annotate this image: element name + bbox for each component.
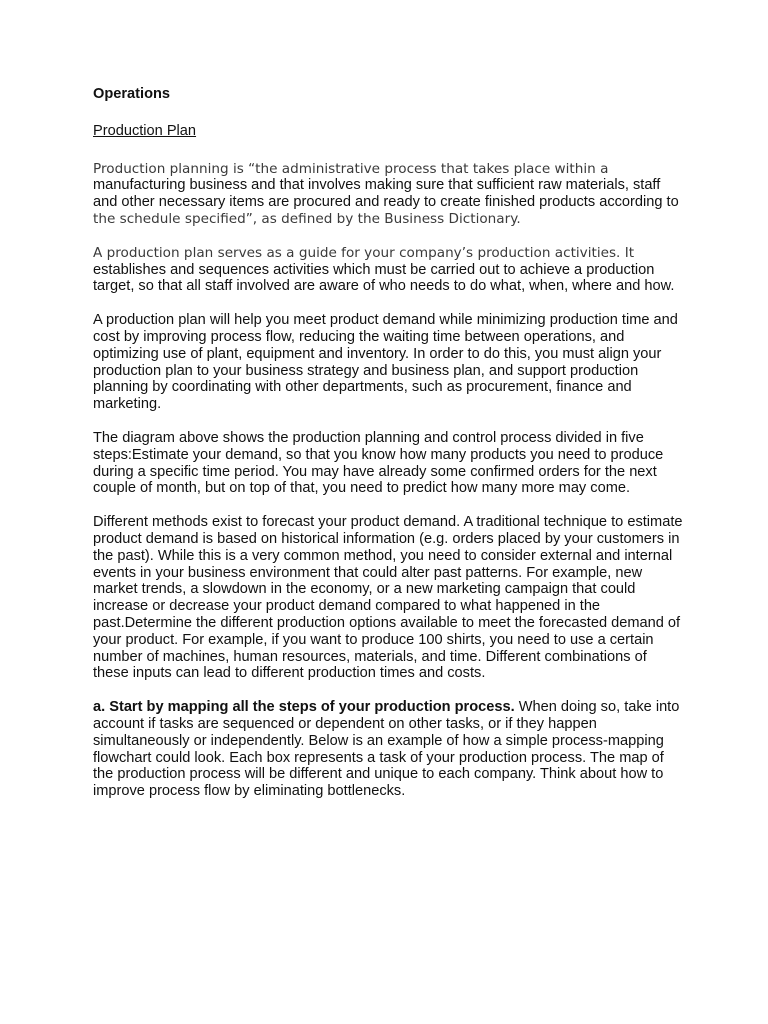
paragraph-benefits: A production plan will help you meet product demand while minimizing production time and cost by improving process flow, reducing the waiting time between operations, and optimizing use of plant, equipment and inventory. In order to do this, you must align your production plan to your business strategy and business plan, and support production planning by coordinating with other departments, such as procurement, finance and marketing.	[93, 312, 678, 413]
paragraph-guide-intro: A production plan serves as a guide for your company’s production activities. It	[93, 244, 635, 261]
paragraph-guide	[93, 245, 683, 295]
paragraph-mapping-body: When doing so, take into account if tasks are sequenced or dependent on other tasks, or if they happen simultaneously or independently. Below is an example of how a simple process-mapping flowchart could look. Each box represents a task of your production process. The map of the production process will be different and unique to each company. Think about how to improve process flow by eliminating bottlenecks.	[93, 699, 680, 800]
subsection-title: Production Plan	[93, 122, 197, 139]
paragraph-definition	[93, 161, 683, 228]
paragraph-definition-body: manufacturing business and that involves making sure that sufficient raw materials, staff and other necessary items are procured and ready to create finished products according to	[93, 177, 679, 211]
paragraph-definition-tail: the schedule specified”, as defined by the Business Dictionary.	[93, 210, 521, 227]
section-title: Operations	[93, 86, 171, 102]
document-body	[93, 86, 683, 817]
paragraph-guide-body: establishes and sequences activities which must be carried out to achieve a production target, so that all staff involved are aware of who needs to do what, when, where and how.	[93, 261, 675, 295]
paragraph-diagram-steps: The diagram above shows the production planning and control process divided in five steps:Estimate your demand, so that you know how many products you need to produce during a specific time period. You may have already some confirmed orders for the next couple of month, but on top of that, you need to predict how many more may come.	[93, 429, 664, 497]
paragraph-definition-intro: Production planning is “the administrative process that takes place within a	[93, 160, 609, 177]
paragraph-mapping-lead: a. Start by mapping all the steps of your production process.	[93, 699, 515, 716]
paragraph-mapping	[93, 699, 683, 800]
paragraph-forecast-methods: Different methods exist to forecast your product demand. A traditional technique to estimate product demand is based on historical information (e.g. orders placed by your customers in the past). While this is a very common method, you need to consider external and internal events in your business environment that could alter past patterns. For example, new market trends, a slowdown in the economy, or a new marketing campaign that could increase or decrease your product demand compared to what happened in the past.Determine the different production options available to meet the forecasted demand of your product. For example, if you want to produce 100 shirts, you need to use a certain number of machines, human resources, materials, and time. Different combinations of these inputs can lead to different production times and costs.	[93, 514, 683, 682]
